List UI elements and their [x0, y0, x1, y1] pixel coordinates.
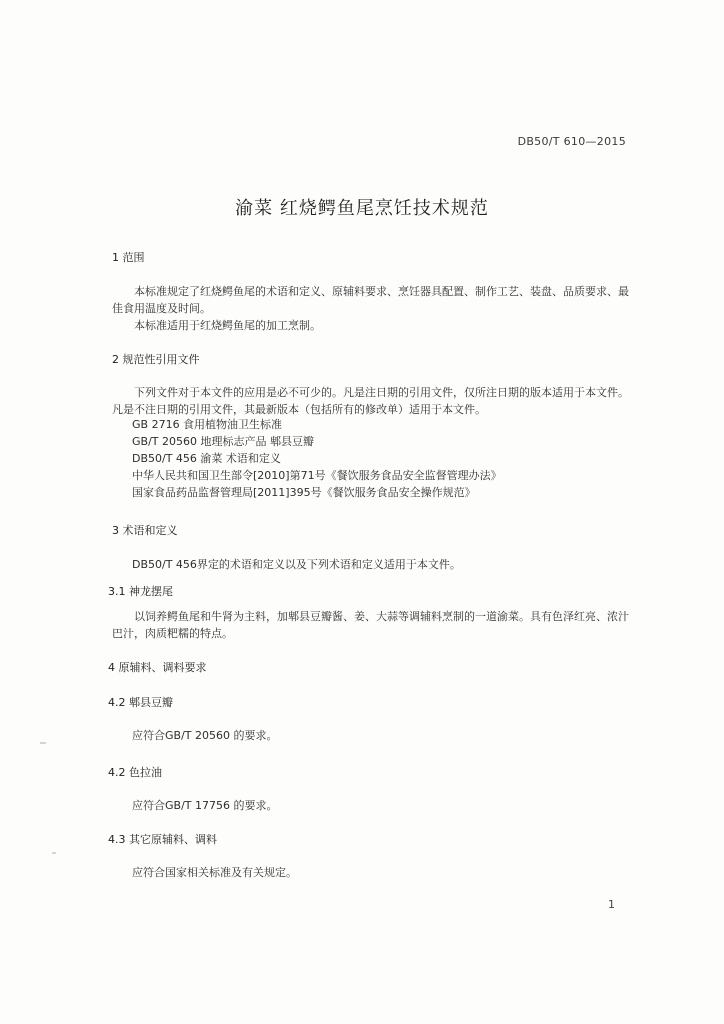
section-3-paragraph: DB50/T 456界定的术语和定义以及下列术语和定义适用于本文件。 — [132, 558, 461, 571]
scan-speck — [40, 742, 46, 744]
page-number: 1 — [608, 898, 615, 911]
scan-speck — [52, 852, 56, 854]
section-3-heading: 3 术语和定义 — [112, 524, 178, 537]
section-3-1-heading: 3.1 神龙摆尾 — [108, 585, 173, 598]
section-1-heading: 1 范围 — [112, 251, 145, 264]
section-3-1-paragraph: 以饲养鳄鱼尾和牛肾为主料，加郫县豆瓣酱、姜、大蒜等调辅料烹制的一道渝菜。具有色泽红亮、浓汁巴汁，肉质粑糯的特点。 — [112, 610, 629, 640]
reference-item: DB50/T 456 渝菜 术语和定义 — [132, 452, 281, 465]
section-4-2-text: 应符合GB/T 20560 的要求。 — [132, 729, 278, 742]
section-4-2b-text: 应符合GB/T 17756 的要求。 — [132, 799, 278, 812]
section-2-heading: 2 规范性引用文件 — [112, 353, 200, 366]
section-1-paragraph-2: 本标准适用于红烧鳄鱼尾的加工烹制。 — [134, 319, 321, 332]
reference-item: GB/T 20560 地理标志产品 郫县豆瓣 — [132, 435, 314, 448]
section-4-2b-heading: 4.2 色拉油 — [108, 766, 162, 779]
section-1-paragraph-1: 本标准规定了红烧鳄鱼尾的术语和定义、原辅料要求、烹饪器具配置、制作工艺、装盘、品质要求、最佳食用温度及时间。 — [112, 285, 629, 315]
reference-list — [132, 416, 502, 501]
section-4-2-heading: 4.2 郫县豆瓣 — [108, 696, 173, 709]
section-2-paragraph: 下列文件对于本文件的应用是必不可少的。凡是注日期的引用文件，仅所注日期的版本适用于本文件。凡是不注日期的引用文件，其最新版本（包括所有的修改单）适用于本文件。 — [112, 386, 629, 416]
section-4-3-text: 应符合国家相关标准及有关规定。 — [132, 866, 297, 879]
reference-item: GB 2716 食用植物油卫生标准 — [132, 418, 283, 431]
standard-code: DB50/T 610—2015 — [517, 135, 626, 148]
reference-item: 国家食品药品监督管理局[2011]395号《餐饮服务食品安全操作规范》 — [132, 486, 476, 499]
section-4-heading: 4 原辅料、调料要求 — [108, 661, 207, 674]
reference-item: 中华人民共和国卫生部令[2010]第71号《餐饮服务食品安全监督管理办法》 — [132, 469, 502, 482]
document-title: 渝菜 红烧鳄鱼尾烹饪技术规范 — [235, 198, 489, 219]
section-4-3-heading: 4.3 其它原辅料、调料 — [108, 833, 217, 846]
